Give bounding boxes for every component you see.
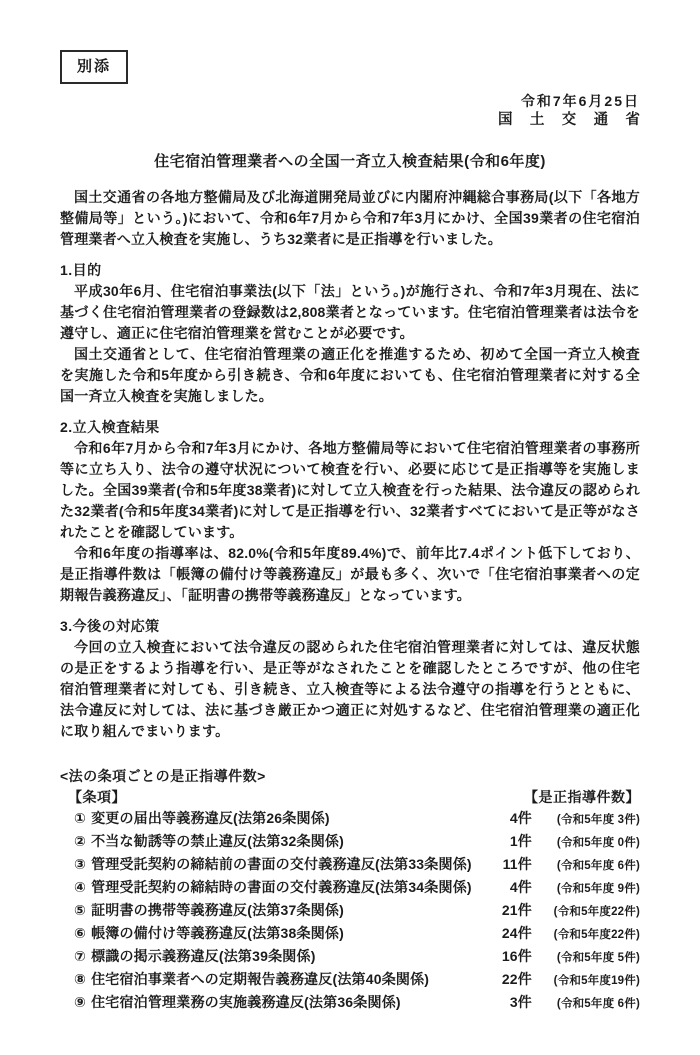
violation-list-title: <法の条項ごとの是正指導件数>	[60, 768, 266, 784]
row-number: ③	[74, 856, 87, 872]
document-date: 令和7年6月25日	[520, 93, 640, 109]
row-number: ⑦	[74, 948, 87, 964]
section-3-paragraph-1: 今回の立入検査において法令違反の認められた住宅宿泊管理業者に対しては、違反状態の是正をするよう指導を行い、是正等がなされたことを確認したところですが、他の住宅宿泊管理業者に対しても、引き続き、立入検査等による法令遵守の指導を行うとともに、法令違反に対しては、法に基づき厳正かつ適正に対処するなど、住宅宿泊管理業の適正化に取り組んでまいります。	[60, 639, 640, 739]
violation-count: 1件	[509, 833, 532, 849]
violation-count: 4件	[509, 879, 532, 895]
row-number: ⑥	[74, 925, 87, 941]
section-1-heading: 1.目的	[60, 262, 102, 278]
violation-label: 住宅宿泊事業者への定期報告義務違反(法第40条関係)	[91, 971, 430, 987]
violation-row	[60, 831, 640, 854]
row-number: ⑧	[74, 971, 87, 987]
violation-count: 4件	[509, 810, 532, 826]
section-3-heading: 3.今後の対応策	[60, 618, 160, 634]
row-number: ⑤	[74, 902, 87, 918]
intro-paragraph: 国土交通省の各地方整備局及び北海道開発局並びに内閣府沖縄総合事務局(以下「各地方整備局等」という。)において、令和6年7月から令和7年3月にかけ、全国39業者の住宅宿泊管理業者へ立入検査を実施し、うち32業者に是正指導を行いました。	[60, 189, 640, 247]
violation-count: 16件	[501, 948, 532, 964]
row-number: ⑨	[74, 994, 87, 1010]
violation-label: 住宅宿泊管理業務の実施義務違反(法第36条関係)	[91, 994, 401, 1010]
ministry-name: 国土交通省	[498, 112, 640, 128]
row-number: ②	[74, 833, 87, 849]
violation-count-list	[60, 766, 640, 1015]
violation-prev-year-count: (令和5年度 3件)	[556, 814, 640, 826]
violation-count: 11件	[502, 856, 532, 872]
violation-row	[60, 808, 640, 831]
violation-row	[60, 946, 640, 969]
section-1-paragraph-2: 国土交通省として、住宅宿泊管理業の適正化を推進するため、初めて全国一斉立入検査を実施した令和5年度から引き続き、令和6年度においても、住宅宿泊管理業者に対する全国一斉立入検査を実施しました。	[60, 346, 640, 404]
section-1-paragraph-1: 平成30年6月、住宅宿泊事業法(以下「法」という。)が施行され、令和7年3月現在、法に基づく住宅宿泊管理業者の登録数は2,808業者となっています。住宅宿泊管理業者は法令を遵守し、適正に住宅宿泊管理業を営むことが必要です。	[60, 283, 640, 341]
date-block	[60, 92, 640, 129]
violation-list-header	[60, 787, 640, 808]
row-number: ①	[74, 810, 87, 826]
violation-prev-year-count: (令和5年度 6件)	[556, 860, 640, 872]
violation-count: 21件	[501, 902, 532, 918]
violation-row	[60, 877, 640, 900]
document-title: 住宅宿泊管理業者への全国一斉立入検査結果(令和6年度)	[154, 153, 546, 170]
violation-prev-year-count: (令和5年度 9件)	[556, 883, 640, 895]
violation-row	[60, 923, 640, 946]
violation-count: 22件	[501, 971, 532, 987]
section-2-paragraph-1: 令和6年7月から令和7年3月にかけ、各地方整備局等において住宅宿泊管理業者の事務所等に立ち入り、法令の遵守状況について検査を行い、必要に応じて是正指導等を実施しました。全国39業者(令和5年度38業者)に対して立入検査を行った結果、法令違反の認められた32業者(令和5年度34業者)に対して是正指導を行い、32業者すべてにおいて是正等がなされたことを確認しています。	[60, 440, 640, 540]
section-2-heading: 2.立入検査結果	[60, 419, 160, 435]
violation-prev-year-count: (令和5年度19件)	[553, 975, 640, 987]
violation-row	[60, 969, 640, 992]
violation-label: 帳簿の備付け等義務違反(法第38条関係)	[91, 925, 344, 941]
violation-count: 3件	[509, 994, 532, 1010]
violation-label: 変更の届出等義務違反(法第26条関係)	[91, 810, 330, 826]
violation-prev-year-count: (令和5年度 6件)	[556, 998, 640, 1010]
violation-prev-year-count: (令和5年度 5件)	[556, 952, 640, 964]
violation-row	[60, 992, 640, 1015]
section-2-paragraph-2: 令和6年度の指導率は、82.0%(令和5年度89.4%)で、前年比7.4ポイント低下しており、是正指導件数は「帳簿の備付け等義務違反」が最も多く、次いで「住宅宿泊事業者への定期報告義務違反」、「証明書の携帯等義務違反」となっています。	[60, 545, 640, 603]
violation-label: 管理受託契約の締結前の書面の交付義務違反(法第33条関係)	[91, 856, 472, 872]
violation-label: 証明書の携帯等義務違反(法第37条関係)	[91, 902, 344, 918]
attachment-label: 別添	[60, 50, 128, 84]
column-header-count: 【是正指導件数】	[524, 789, 640, 805]
violation-label: 不当な勧誘等の禁止違反(法第32条関係)	[91, 833, 344, 849]
violation-prev-year-count: (令和5年度 0件)	[556, 837, 640, 849]
violation-count: 24件	[501, 925, 532, 941]
violation-prev-year-count: (令和5年度22件)	[553, 906, 640, 918]
violation-row	[60, 900, 640, 923]
violation-prev-year-count: (令和5年度22件)	[553, 929, 640, 941]
row-number: ④	[74, 879, 87, 895]
column-header-clause: 【条項】	[68, 789, 126, 805]
violation-row	[60, 854, 640, 877]
violation-label: 標識の掲示義務違反(法第39条関係)	[91, 948, 316, 964]
violation-label: 管理受託契約の締結時の書面の交付義務違反(法第34条関係)	[91, 879, 472, 895]
